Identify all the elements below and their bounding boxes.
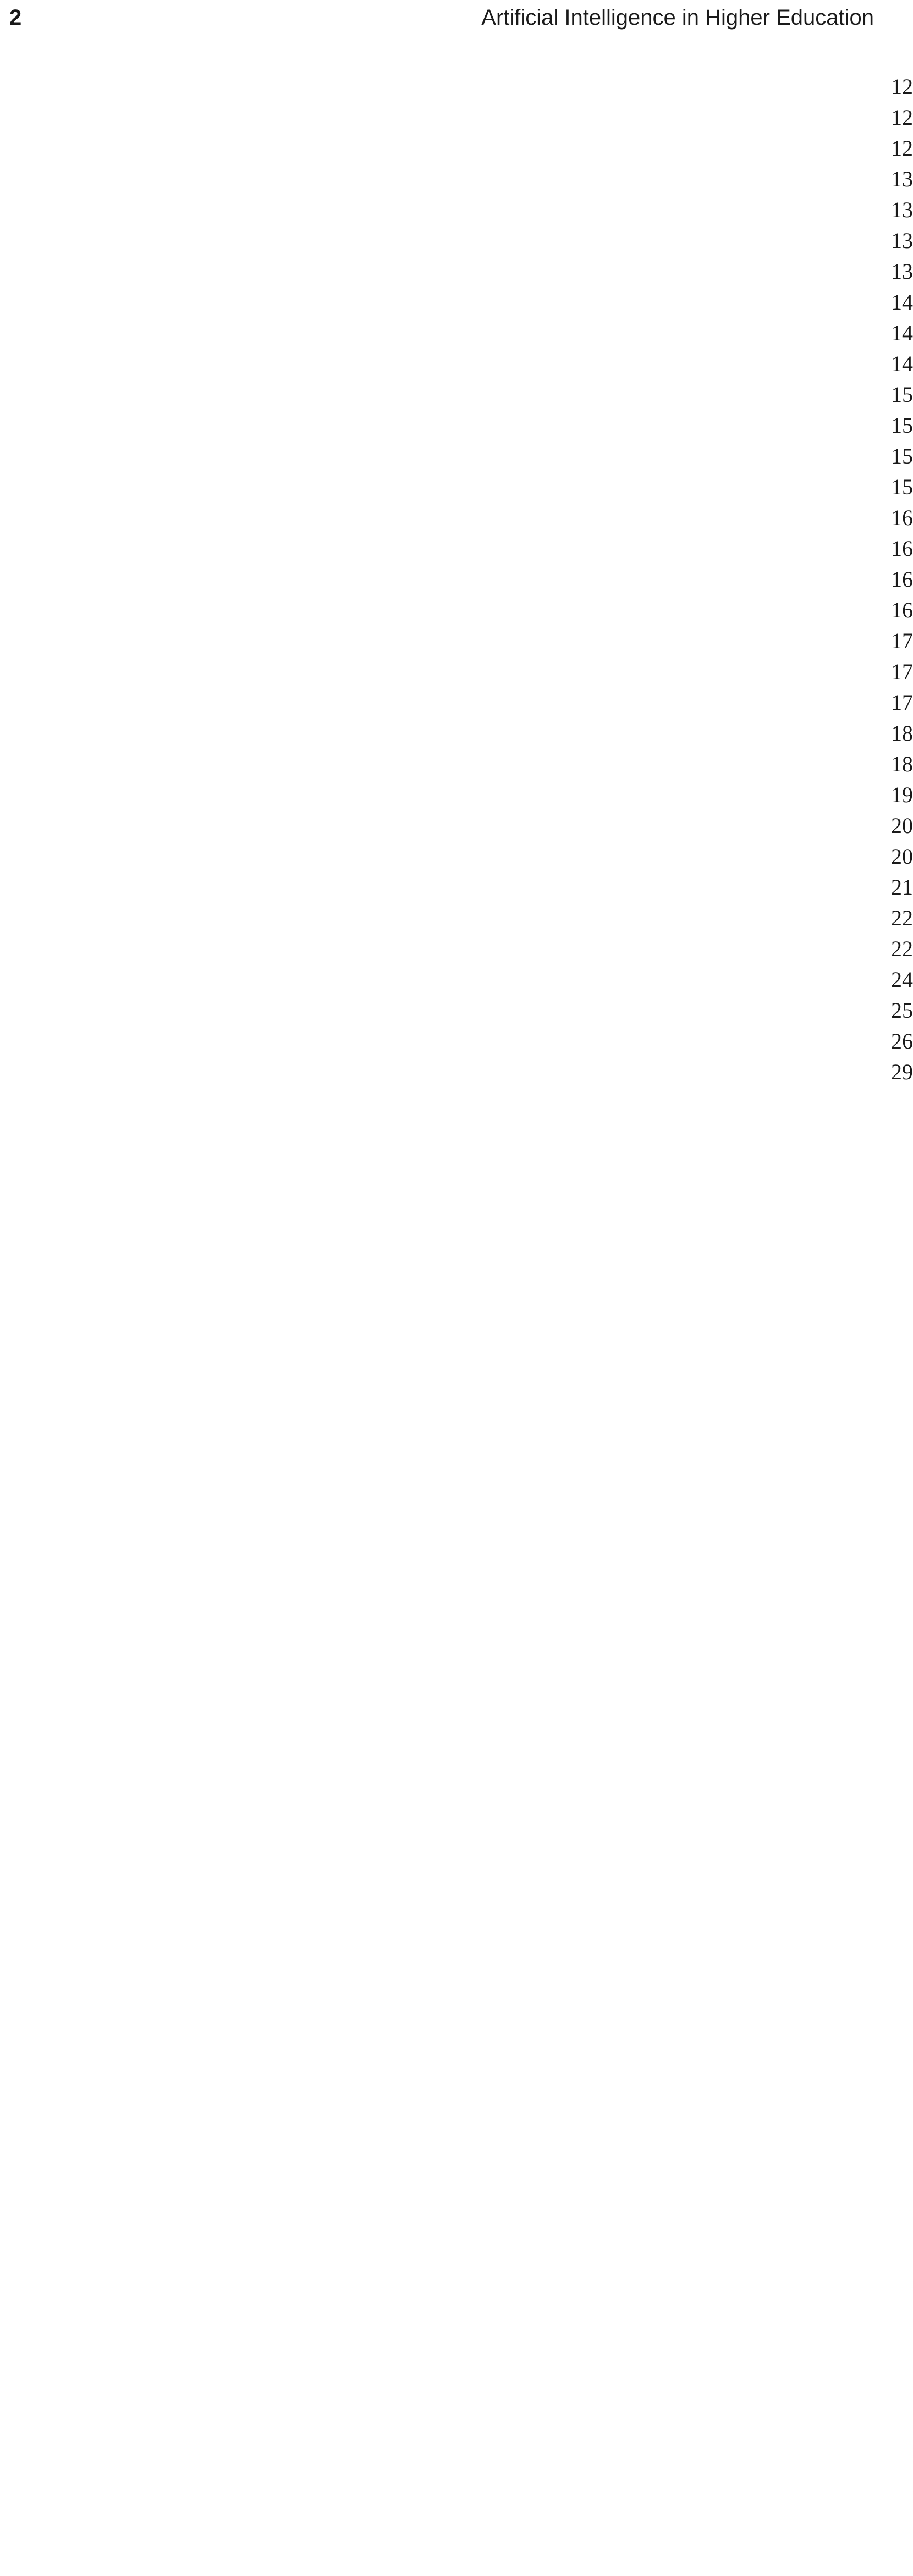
toc-entry-page: 12	[9, 71, 913, 1591]
toc-entry	[9, 872, 913, 903]
toc-entry	[9, 472, 913, 503]
toc-entry-page: 20	[9, 810, 913, 2330]
toc-entry	[9, 349, 913, 379]
toc-entry	[9, 749, 913, 780]
toc-entry-page: 13	[9, 225, 913, 1745]
toc-entry-page: 16	[9, 564, 913, 2083]
toc-entry	[9, 810, 913, 841]
toc-entry-page: 17	[9, 626, 913, 2145]
toc-entry	[9, 995, 913, 1026]
toc-entry	[9, 1026, 913, 1057]
toc-entry-page: 16	[9, 595, 913, 2114]
toc-entry-page: 16	[9, 503, 913, 2022]
table-of-contents	[9, 71, 913, 1088]
toc-entry	[9, 1057, 913, 1088]
toc-entry-page: 18	[9, 749, 913, 2268]
toc-entry-page: 15	[9, 379, 913, 1899]
toc-entry-page: 12	[9, 102, 913, 1621]
toc-entry	[9, 564, 913, 595]
toc-entry	[9, 503, 913, 533]
toc-entry-page: 13	[9, 195, 913, 1714]
toc-entry	[9, 934, 913, 964]
toc-entry	[9, 657, 913, 687]
toc-entry-page: 14	[9, 349, 913, 1868]
toc-entry	[9, 256, 913, 287]
book-title: Artificial Intelligence in Higher Education	[481, 5, 874, 30]
toc-entry	[9, 533, 913, 564]
toc-entry	[9, 718, 913, 749]
toc-entry-page: 13	[9, 164, 913, 1683]
toc-entry-page: 25	[9, 995, 913, 2514]
toc-entry-page: 13	[9, 256, 913, 1775]
toc-entry	[9, 441, 913, 472]
toc-entry-page: 19	[9, 780, 913, 2299]
toc-entry-page: 17	[9, 687, 913, 2207]
toc-entry	[9, 195, 913, 225]
toc-entry	[9, 410, 913, 441]
toc-entry-page: 26	[9, 1026, 913, 2545]
toc-entry	[9, 287, 913, 318]
toc-entry	[9, 102, 913, 133]
toc-entry	[9, 626, 913, 657]
toc-entry	[9, 379, 913, 410]
toc-entry-page: 15	[9, 410, 913, 1929]
toc-entry	[9, 841, 913, 872]
toc-entry-page: 21	[9, 872, 913, 2391]
toc-entry-page: 16	[9, 533, 913, 2053]
toc-entry	[9, 780, 913, 810]
toc-entry-page: 20	[9, 841, 913, 2360]
toc-entry-page: 29	[9, 1057, 913, 2576]
toc-entry	[9, 318, 913, 349]
toc-entry	[9, 903, 913, 934]
toc-entry-page: 15	[9, 441, 913, 1960]
toc-entry	[9, 71, 913, 102]
toc-entry-page: 24	[9, 964, 913, 2484]
toc-entry-page: 22	[9, 934, 913, 2453]
toc-entry-page: 14	[9, 287, 913, 1806]
toc-entry	[9, 225, 913, 256]
toc-entry-page: 14	[9, 318, 913, 1837]
toc-entry	[9, 687, 913, 718]
toc-entry	[9, 164, 913, 195]
running-head	[9, 4, 874, 31]
toc-entry-page: 18	[9, 718, 913, 2237]
toc-entry	[9, 595, 913, 626]
toc-entry-page: 22	[9, 903, 913, 2422]
toc-entry-page: 15	[9, 472, 913, 1991]
toc-entry-page: 12	[9, 133, 913, 1652]
toc-entry	[9, 133, 913, 164]
toc-entry-page: 17	[9, 657, 913, 2176]
page-number: 2	[9, 5, 22, 30]
toc-entry	[9, 964, 913, 995]
